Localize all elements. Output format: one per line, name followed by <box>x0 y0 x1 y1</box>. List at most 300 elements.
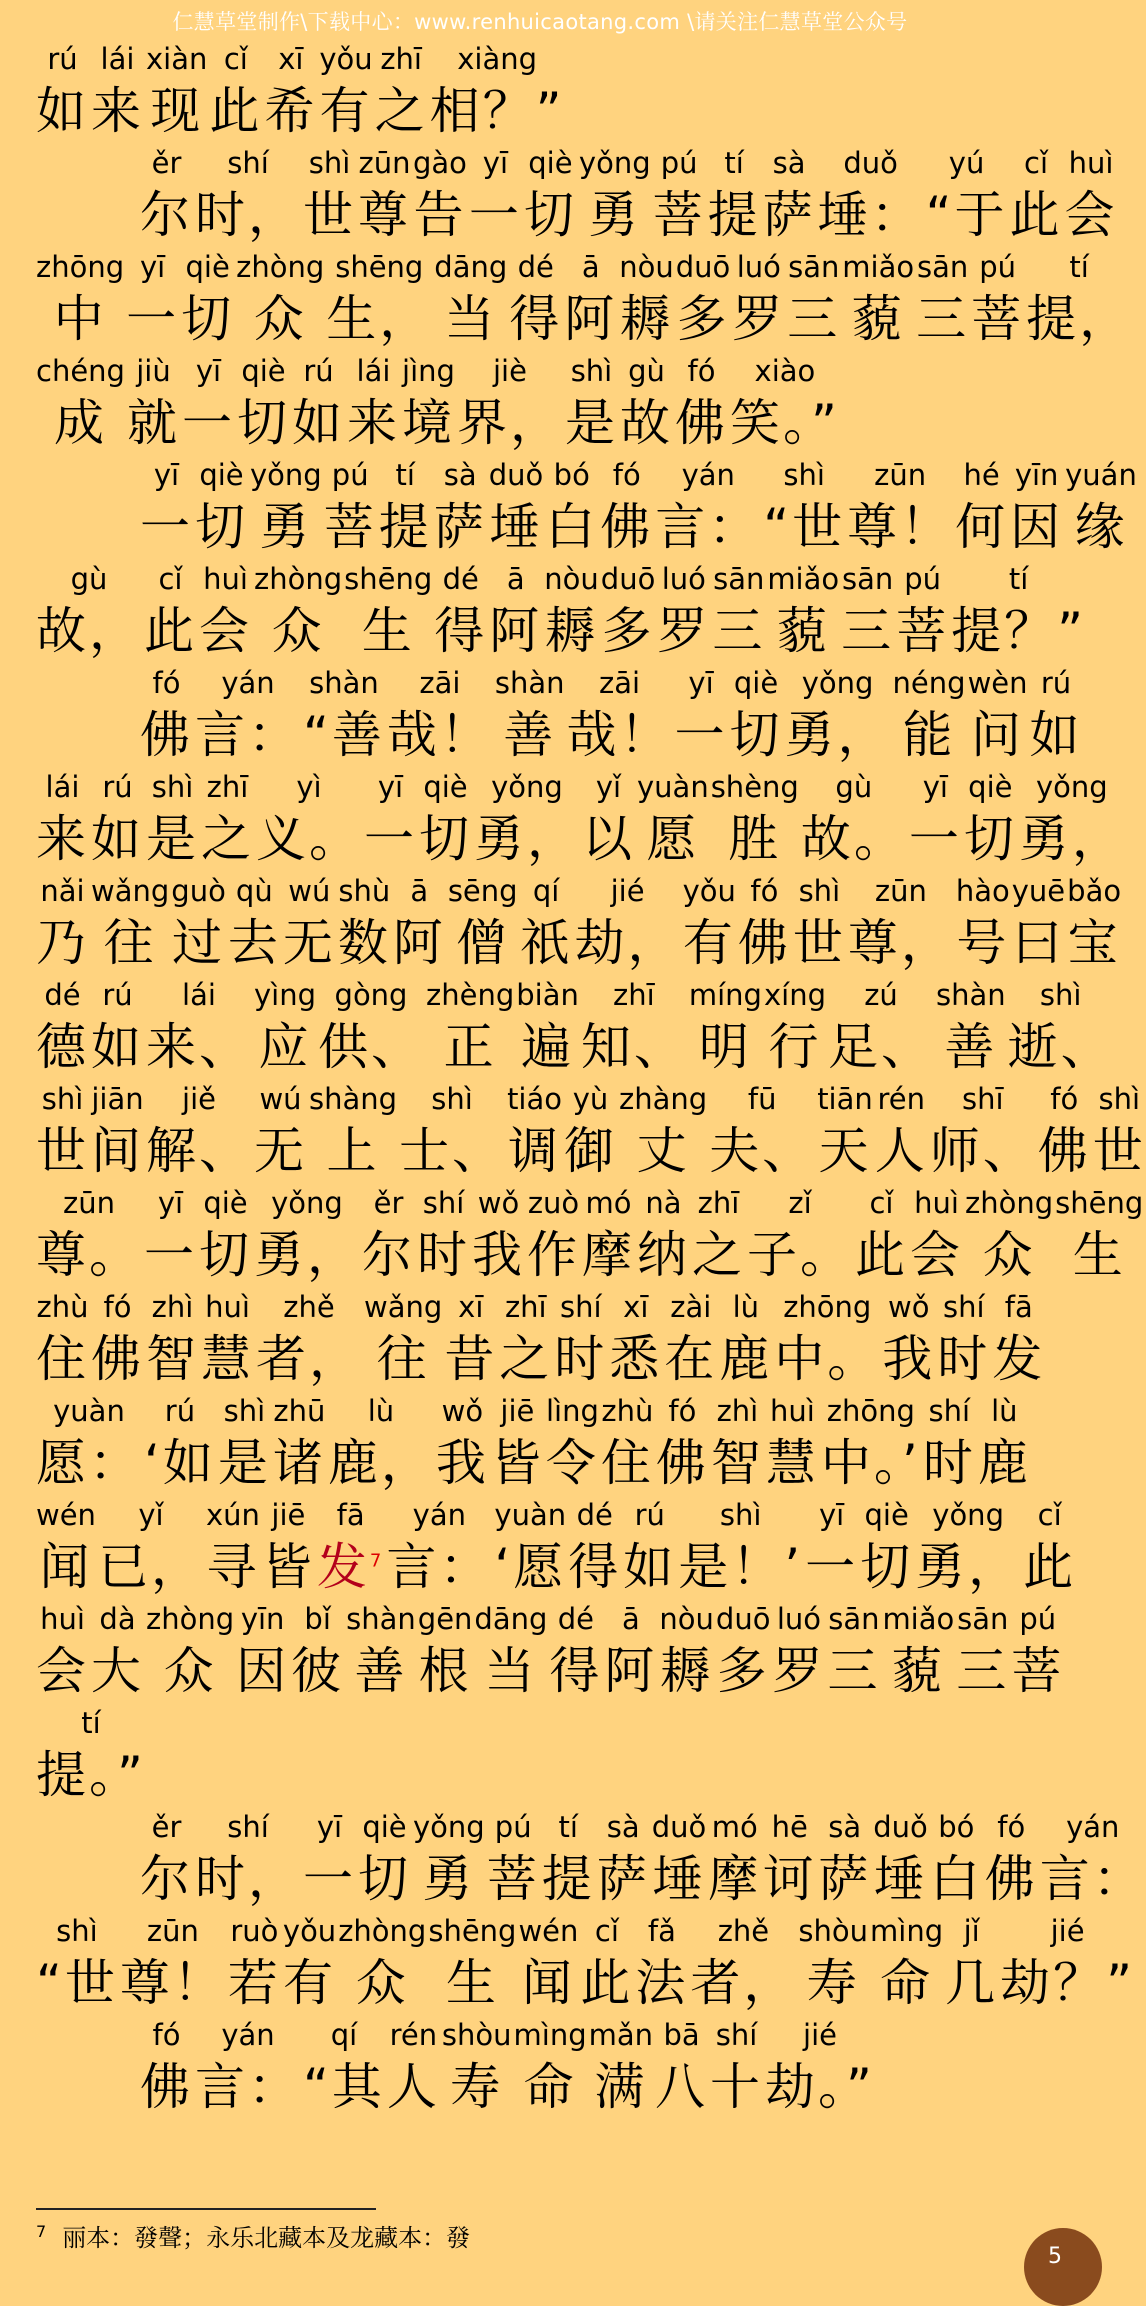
pinyin: yǒu <box>282 1914 337 1948</box>
pinyin: zhě <box>717 1914 770 1948</box>
hanzi: 皆 <box>490 1434 544 1492</box>
pinyin: huì <box>40 1602 85 1636</box>
hanzi: 已， <box>97 1538 204 1596</box>
annotated-word <box>875 1082 928 1184</box>
hanzi: 摩 <box>708 1850 762 1908</box>
pinyin: mìng <box>870 1914 944 1948</box>
annotated-word <box>140 458 193 560</box>
annotated-word <box>985 1810 1038 1912</box>
annotated-word <box>36 42 89 144</box>
hanzi: 问 <box>971 706 1025 764</box>
annotated-word <box>600 458 653 560</box>
pinyin: yī <box>195 354 222 388</box>
hanzi: 如 <box>36 82 89 140</box>
hanzi: 佛 <box>140 706 193 764</box>
hanzi: 作 <box>527 1226 580 1284</box>
pinyin: dāng <box>434 250 508 284</box>
annotated-word <box>597 1810 650 1912</box>
hanzi: 逝、 <box>1007 1018 1114 1076</box>
hanzi: 一 <box>303 1850 356 1908</box>
pinyin: wǎng <box>364 1290 443 1324</box>
pinyin: shí <box>422 1186 465 1220</box>
hanzi: 菩 <box>971 290 1025 348</box>
annotated-word <box>909 770 962 872</box>
hanzi: 者， <box>690 1954 797 2012</box>
pinyin: sà <box>606 1810 640 1844</box>
pinyin: qiè <box>528 146 573 180</box>
annotated-word <box>273 1394 326 1496</box>
annotated-word <box>292 354 345 456</box>
annotated-word <box>469 146 522 248</box>
pinyin: yī <box>377 770 404 804</box>
pinyin: sān <box>788 250 840 284</box>
text-line <box>0 1288 1080 1392</box>
pinyin: pú <box>1019 1602 1057 1636</box>
annotated-word <box>568 1498 621 1600</box>
annotated-word <box>514 2018 587 2120</box>
pinyin: luó <box>736 250 781 284</box>
hanzi: 劫？” <box>1000 1954 1136 2012</box>
pinyin: duǒ <box>873 1810 928 1844</box>
hanzi: 纳 <box>637 1226 690 1284</box>
pinyin: shēng <box>344 562 433 596</box>
page-number-badge <box>1024 2228 1102 2306</box>
hanzi: 明 <box>698 1018 752 1076</box>
annotated-word <box>120 1914 226 2016</box>
pinyin: nòu <box>619 250 674 284</box>
hanzi: 言： <box>386 1538 493 1596</box>
annotated-word <box>764 978 826 1080</box>
hanzi: 十 <box>710 2058 764 2116</box>
pinyin: gào <box>413 146 467 180</box>
pinyin: fó <box>668 1394 697 1428</box>
hanzi: 正 <box>443 1018 497 1076</box>
footnote-divider <box>36 2208 376 2210</box>
hanzi: 多 <box>676 290 730 348</box>
annotated-word <box>474 1602 547 1704</box>
hanzi: 罗 <box>732 290 786 348</box>
pinyin: yán <box>221 666 275 700</box>
pinyin: shì <box>223 1394 266 1428</box>
annotated-word <box>818 146 924 248</box>
hanzi: 罗 <box>772 1642 826 1700</box>
hanzi: 当 <box>484 1642 538 1700</box>
hanzi: 哉！ <box>566 706 673 764</box>
hanzi: “世 <box>36 1954 118 2012</box>
annotated-word <box>601 562 656 664</box>
hanzi: 一 <box>674 706 728 764</box>
annotated-word <box>36 770 89 872</box>
annotated-word <box>710 2018 763 2120</box>
hanzi: 中 <box>53 290 107 348</box>
pinyin: biàn <box>516 978 579 1012</box>
pinyin: jiù <box>136 354 171 388</box>
annotated-word <box>653 146 706 248</box>
annotated-word <box>637 1186 690 1288</box>
pinyin: shí <box>560 1290 602 1324</box>
hanzi: 一 <box>140 498 193 556</box>
hanzi: 多 <box>601 602 655 660</box>
hanzi: 闻 <box>39 1538 93 1596</box>
annotated-word <box>387 666 493 768</box>
hanzi: 摩 <box>582 1226 635 1284</box>
pinyin: cǐ <box>594 1914 619 1948</box>
pinyin: lái <box>182 978 216 1012</box>
annotated-word <box>945 1914 998 2016</box>
hanzi: 乃 <box>36 914 89 972</box>
annotated-word <box>542 1810 595 1912</box>
pinyin: duō <box>715 1602 771 1636</box>
pinyin: fā <box>1004 1290 1033 1324</box>
annotated-word <box>915 1498 1021 1600</box>
hanzi: 切 <box>236 394 290 452</box>
hanzi: 鹿 <box>719 1330 773 1388</box>
hanzi: 号 <box>956 914 1010 972</box>
pinyin: miǎo <box>842 250 915 284</box>
annotated-word <box>144 1186 197 1288</box>
pinyin: lìng <box>545 1394 599 1428</box>
pinyin: qiè <box>199 458 244 492</box>
pinyin: tí <box>1008 562 1029 596</box>
annotated-word <box>430 42 565 144</box>
hanzi: 境 <box>401 394 455 452</box>
hanzi: 命 <box>523 2058 577 2116</box>
hanzi: 来 <box>91 82 144 140</box>
hanzi: 法 <box>635 1954 689 2012</box>
annotated-word <box>303 1810 356 1912</box>
hanzi: 诸 <box>272 1434 326 1492</box>
pinyin: hào <box>955 874 1010 908</box>
hanzi: 能 <box>902 706 956 764</box>
annotated-word <box>338 1914 426 2016</box>
hanzi: 士、 <box>399 1122 506 1180</box>
hanzi: 勇， <box>1018 810 1125 868</box>
annotated-word <box>146 1602 234 1704</box>
annotated-word <box>873 1810 928 1912</box>
annotated-word <box>413 146 467 248</box>
hanzi: 解、 <box>146 1122 252 1180</box>
annotated-word <box>1000 1914 1135 2016</box>
annotated-word <box>256 770 362 872</box>
annotated-word <box>324 458 377 560</box>
hanzi: 提 <box>707 186 761 244</box>
pinyin: tí <box>81 1706 101 1740</box>
hanzi: 供、 <box>318 1018 425 1076</box>
pinyin: wén <box>518 1914 579 1948</box>
pinyin: shí <box>715 2018 758 2052</box>
hanzi: 满 <box>594 2058 648 2116</box>
annotated-word <box>228 874 281 976</box>
pinyin: rén <box>389 2018 438 2052</box>
hanzi: 三 <box>787 290 841 348</box>
annotated-word <box>386 1498 492 1600</box>
pinyin: yǒu <box>682 874 736 908</box>
hanzi: 愿： <box>36 1434 142 1492</box>
annotated-word <box>842 250 914 352</box>
pinyin: shì <box>719 1498 762 1532</box>
hanzi: 萨 <box>818 1850 872 1908</box>
hanzi: 劫。” <box>765 2058 875 2116</box>
annotated-word <box>199 562 252 664</box>
pinyin: yī <box>140 250 166 284</box>
footnote <box>36 2218 470 2253</box>
annotated-word <box>1008 978 1114 1080</box>
pinyin: jiān <box>91 1082 144 1116</box>
pinyin: zhī <box>380 42 422 76</box>
hanzi: 无 <box>282 914 336 972</box>
annotated-word <box>518 1914 578 2016</box>
text-line <box>0 1496 1080 1600</box>
annotated-word <box>709 1082 815 1184</box>
annotated-word <box>546 1394 599 1496</box>
hanzi: 数 <box>337 914 391 972</box>
footnote-ref[interactable]: 7 <box>369 1550 385 1572</box>
pinyin: pú <box>331 458 369 492</box>
hanzi: 缘 <box>1074 498 1128 556</box>
hanzi: 阿 <box>489 602 543 660</box>
hanzi: 我 <box>435 1434 489 1492</box>
annotated-word <box>730 666 783 768</box>
annotated-word <box>955 458 1008 560</box>
pinyin: shì <box>783 458 825 492</box>
hanzi: 提。” <box>36 1746 146 1804</box>
annotated-word <box>126 250 179 352</box>
pinyin: hé <box>963 458 1000 492</box>
pinyin: zhū <box>273 1394 326 1428</box>
pinyin: jié <box>803 2018 837 2052</box>
annotated-word <box>328 1394 434 1496</box>
annotated-word <box>841 562 894 664</box>
annotated-word <box>763 146 816 248</box>
pinyin: sān <box>842 562 894 596</box>
annotated-word <box>347 354 400 456</box>
pinyin: shù <box>338 874 391 908</box>
pinyin: chéng <box>36 354 125 388</box>
pinyin: yuē <box>1011 874 1066 908</box>
annotated-word <box>637 770 709 872</box>
pinyin: yǒng <box>801 666 874 700</box>
annotated-word <box>303 146 356 248</box>
pinyin: yǒng <box>1035 770 1108 804</box>
annotated-word <box>146 1290 199 1392</box>
text-line <box>0 560 1087 664</box>
annotated-word <box>199 1186 252 1288</box>
annotated-word <box>604 1602 657 1704</box>
pinyin: yú <box>948 146 985 180</box>
annotated-word <box>655 2018 708 2120</box>
annotated-word <box>309 1082 397 1184</box>
pinyin: jiē <box>500 1394 535 1428</box>
annotated-word <box>801 770 907 872</box>
hanzi: 阿 <box>392 914 446 972</box>
annotated-word <box>419 770 472 872</box>
hanzi: 八 <box>655 2058 709 2116</box>
annotated-word <box>195 458 248 560</box>
hanzi: 如 <box>1029 706 1083 764</box>
hanzi: 生， <box>326 290 433 348</box>
annotated-word <box>860 1498 913 1600</box>
annotated-word <box>765 2018 875 2120</box>
annotated-word <box>146 1082 252 1184</box>
annotated-word <box>303 666 385 768</box>
hanzi: 闻 <box>521 1954 575 2012</box>
pinyin: shì <box>431 1082 473 1116</box>
hanzi: 生 <box>1072 1226 1126 1284</box>
hanzi: 得 <box>509 290 563 348</box>
hanzi: 上 <box>326 1122 380 1180</box>
pinyin: xī <box>278 42 304 76</box>
annotated-word <box>798 1914 868 2016</box>
annotated-word <box>254 1186 360 1288</box>
pinyin: shàn <box>346 1602 416 1636</box>
hanzi: 阿 <box>564 290 618 348</box>
hanzi: 御 <box>564 1122 618 1180</box>
hanzi: 切 <box>729 706 783 764</box>
pinyin: wǒ <box>888 1290 930 1324</box>
annotated-word <box>218 1394 271 1496</box>
annotated-word <box>362 1186 415 1288</box>
hanzi: 宝 <box>1067 914 1121 972</box>
pinyin: yǒu <box>319 42 373 76</box>
annotated-word <box>582 770 635 872</box>
hanzi: 现 <box>150 82 204 140</box>
hanzi: 如 <box>623 1538 677 1596</box>
page-number: 5 <box>1048 2244 1062 2269</box>
hanzi: 言： <box>655 498 762 556</box>
pinyin: néng <box>892 666 966 700</box>
annotated-word <box>657 562 710 664</box>
pinyin: gòng <box>334 978 408 1012</box>
pinyin: huì <box>1068 146 1114 180</box>
pinyin: xiàn <box>146 42 208 76</box>
annotated-word <box>817 1082 873 1184</box>
annotated-word <box>579 146 651 248</box>
pinyin: mó <box>711 1810 758 1844</box>
hanzi: 寿 <box>806 1954 860 2012</box>
annotated-word <box>675 354 728 456</box>
annotated-word <box>254 562 342 664</box>
hanzi: 中。’ <box>820 1434 921 1492</box>
hanzi: 勇， <box>915 1538 1022 1596</box>
annotated-word <box>763 458 845 560</box>
annotated-word <box>1023 1498 1076 1600</box>
hanzi: 故， <box>36 602 142 660</box>
pinyin: sà <box>772 146 806 180</box>
hanzi: 祇 <box>519 914 573 972</box>
hanzi: 时 <box>554 1330 608 1388</box>
pinyin: qiè <box>733 666 779 700</box>
annotated-word <box>964 770 1017 872</box>
hanzi: 时， <box>195 1850 301 1908</box>
hanzi: 尔 <box>140 1850 193 1908</box>
annotated-word <box>236 1602 289 1704</box>
annotated-word <box>719 1290 772 1392</box>
hanzi: 切 <box>181 290 235 348</box>
hanzi: 过 <box>172 914 226 972</box>
pinyin: huì <box>205 1290 250 1324</box>
pinyin: shì <box>570 354 613 388</box>
pinyin: rú <box>47 42 78 76</box>
pinyin: qiè <box>423 770 468 804</box>
hanzi: 勇， <box>474 810 580 868</box>
pinyin: sà <box>828 1810 862 1844</box>
hanzi: 尔 <box>140 186 193 244</box>
pinyin: jìng <box>402 354 455 388</box>
pinyin: sēng <box>447 874 518 908</box>
annotated-word <box>495 666 565 768</box>
annotated-word <box>254 978 316 1080</box>
hanzi: 住 <box>36 1330 89 1388</box>
annotated-word <box>318 978 424 1080</box>
pinyin: pú <box>494 1810 532 1844</box>
hanzi: 三 <box>841 602 895 660</box>
pinyin: yù <box>572 1082 609 1116</box>
hanzi: 切 <box>963 810 1017 868</box>
hanzi: 埵： <box>817 186 924 244</box>
annotated-word <box>144 1394 216 1496</box>
annotated-word <box>787 250 840 352</box>
annotated-word <box>344 562 432 664</box>
annotated-word <box>772 1602 825 1704</box>
pinyin: fū <box>747 1082 777 1116</box>
pinyin: qiè <box>203 1186 248 1220</box>
pinyin: sān <box>828 1602 880 1636</box>
hanzi: 佛 <box>1037 1122 1091 1180</box>
hanzi: 无 <box>254 1122 307 1180</box>
pinyin: zhī <box>206 770 249 804</box>
annotated-word <box>487 1810 540 1912</box>
annotated-word <box>855 1186 908 1288</box>
hanzi: 善 <box>503 706 557 764</box>
hanzi: 藐 <box>891 1642 945 1700</box>
footnote-text: 丽本：發聲；永乐北藏本及龙藏本：發 <box>62 2224 471 2252</box>
pinyin: bó <box>938 1810 975 1844</box>
pinyin: yī <box>316 1810 343 1844</box>
hanzi: 之 <box>499 1330 553 1388</box>
pinyin: tiān <box>817 1082 873 1116</box>
hanzi: 知、 <box>580 1018 687 1076</box>
pinyin: shī <box>962 1082 1004 1116</box>
hanzi: 会 <box>910 1226 963 1284</box>
hanzi: 应 <box>258 1018 312 1076</box>
pinyin: duō <box>600 562 656 596</box>
annotated-word <box>507 1082 562 1184</box>
annotated-word <box>264 42 317 144</box>
hanzi: 耨 <box>660 1642 714 1700</box>
pinyin: zài <box>670 1290 712 1324</box>
pinyin: shì <box>56 1914 98 1948</box>
annotated-word <box>209 42 262 144</box>
annotated-word <box>36 1394 142 1496</box>
annotated-word <box>36 354 125 456</box>
page-header: 仁慧草堂制作\下载中心：www.renhuicaotang.com \请关注仁慧草堂公众号 <box>172 10 908 34</box>
hanzi: 成 <box>53 394 107 452</box>
hanzi: 世 <box>1092 1122 1146 1180</box>
pinyin: wú <box>259 1082 302 1116</box>
scripture-text <box>0 40 1146 2120</box>
pinyin: dāng <box>474 1602 548 1636</box>
pinyin: yǒng <box>250 458 322 492</box>
hanzi: 得 <box>549 1642 603 1700</box>
pinyin: qù <box>235 874 273 908</box>
hanzi: 众 <box>982 1226 1036 1284</box>
pinyin: tí <box>558 1810 578 1844</box>
pinyin: yǐ <box>138 1498 164 1532</box>
annotated-word <box>520 874 573 976</box>
pinyin: zhì <box>716 1394 759 1428</box>
annotated-word <box>144 562 197 664</box>
hanzi: 就 <box>126 394 180 452</box>
